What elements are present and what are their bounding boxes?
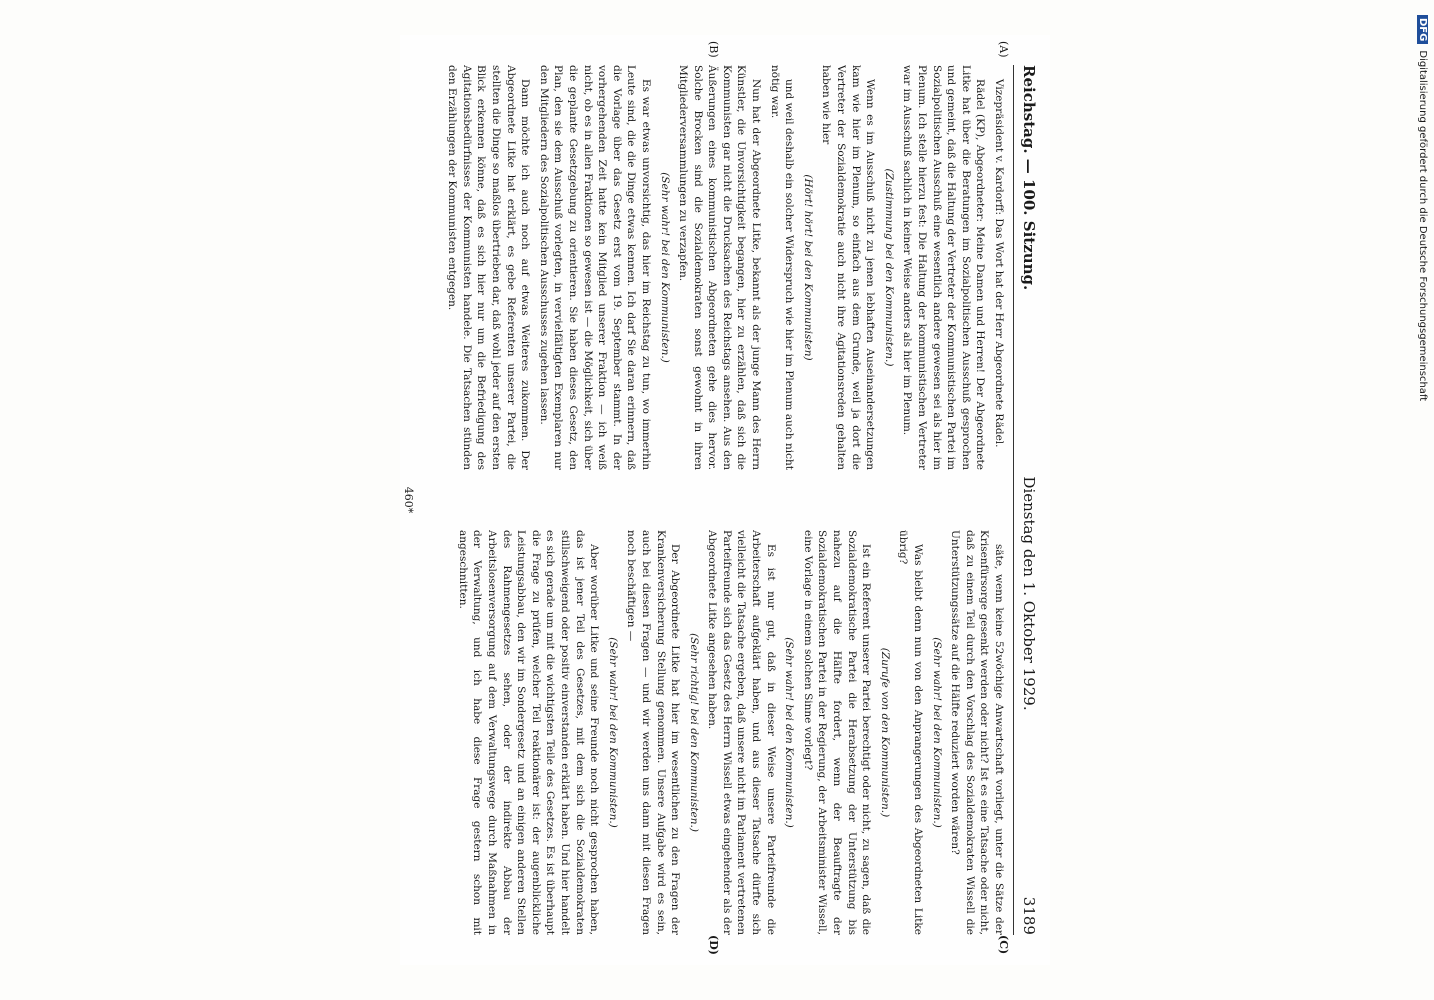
header-session: Reichstag. — 100. Sitzung. [1020, 65, 1038, 291]
paragraph: Es war etwas unvorsichtig, das hier im Reichstag zu tun, wo immerhin Leute sind, die die Dinge etwas kennen. Ich darf Sie daran erinnern, daß die Vorlage über das Gesetz erst vom 19. September stammt. In der vorhergehenden Zeit hatte kein Mitglied unserer Fraktion — ich weiß nicht, ob es in allen Fraktionen so gewesen ist — die Möglichkeit, sich über die geplante Gesetzgebung zu orientieren. Sie haben dieses Gesetz, den Plan, den sie dem Ausschuß vorlegten, in vervielfältigten Exemplaren nur den Mitgliedern des Sozialpolitischen Ausschusses zugehen lassen. [537, 65, 652, 470]
paragraph: Der Abgeordnete Litke hat hier im wesentlichen zu den Fragen der Krankenversicherung Stellung genommen. Unsere Aufgabe wird es sein, auch bei diesen Fragen — und wir werden uns dann mit diesen Fragen noch beschäftigen — [625, 530, 682, 935]
credit-text: Digitalisierung gefördert durch die Deutsche Forschungsgemeinschaft [1417, 50, 1428, 402]
paragraph: Es ist nur gut, daß in dieser Weise unsere Parteifreunde die Arbeiterschaft aufgeklärt haben, und aus dieser Tatsache dürfte sich vielleicht die Tatsache ergeben, daß unsere nicht im Parlament vertretenen Parteifreunde sich das Gesetz des Herrn Wissell etwas eingehender als der Abgeordnete Litke angesehen haben. [706, 530, 777, 935]
digitization-credit [1414, 15, 1428, 805]
interjection: (Sehr richtig! bei den Kommunisten.) [687, 633, 700, 832]
interjection: (Zurufe von den Kommunisten.) [878, 647, 891, 818]
header-date: Dienstag den 1. Oktober 1929. [1020, 476, 1038, 711]
margin-mark-d: (D) [707, 935, 720, 955]
paragraph: Was bleibt denn nun von den Anprangerungen des Abgeordneten Litke übrig? [897, 530, 925, 935]
paragraph: und weil deshalb ein solcher Widerspruch wie hier im Plenum auch nicht nötig war. [768, 65, 796, 470]
interjection: (Sehr wahr! bei den Kommunisten.) [930, 637, 943, 828]
paragraph: Aber worüber Litke und seine Freunde noch nicht gesprochen haben, das ist jener Teil des Gesetzes, mit dem sich die Sozialdemokraten stillschweigend oder positiv einverstanden erklärt haben. Und hier handelt es sich gerade um mit die wichtigsten Teile des Gesetzes. Es ist überhaupt die Frage zu prüfen, welcher Teil reaktionärer ist: der augenblickliche Leistungsabbau, den wir im Sondergesetz und an einigen anderen Stellen des Rahmengesetzes sehen, oder der indirekte Abbau der Arbeitslosenversorgung auf dem Verwaltungswege durch Maßnahmen in der Verwaltung, und ich habe diese Frage gestern schon mit angeschnitten. [456, 530, 601, 935]
header-page-number: 3189 [1020, 896, 1038, 935]
text-column-left [418, 65, 1006, 470]
rotated-document-page [400, 35, 1050, 965]
margin-mark-c: (C) [997, 935, 1010, 955]
paragraph: Wenn es im Ausschuß nicht zu jenen lebhaften Auseinandersetzungen kam wie hier im Plenum, so einfach aus dem Grunde, weil ja dort die Vertreter der Sozialdemokratie auch nicht ihre Agitationsreden gehalten haben wie hier [820, 65, 877, 470]
interjection: (Sehr wahr! bei den Kommunisten.) [606, 637, 619, 828]
paragraph: Nun hat der Abgeordnete Litke, bekannt als der junge Mann des Herrn Künstler, die Unvorsichtigkeit begangen, hier zu erzählen, daß sich die Kommunisten gar nicht die Drucksachen des Reichstags ansehen. Aus den Äußerungen eines kommunistischen Abgeordneten gehe dies hervor. Solche Brocken sind die Sozialdemokraten sonst gewohnt in ihren Mitgliederversammlungen zu verzapfen. [677, 65, 763, 470]
interjection: (Hört! hört! bei den Kommunisten) [801, 174, 814, 361]
page-header [1013, 65, 1044, 935]
sheet-signature: 460* [402, 486, 415, 514]
paragraph: Rädel (KP), Abgeordneter: Meine Damen und Herren! Der Abgeordnete Litke hat über die Beratungen im Sozialpolitischen Ausschuß gesprochen und gemeint, daß die Haltung der Vertreter der Kommunistischen Partei im Sozialpolitischen Ausschuß eine wesentlich andere gewesen sei als hier im Plenum. Ich stelle hierzu fest: Die Haltung der kommunistischen Vertreter war im Ausschuß sachlich in keiner Weise anders als hier im Plenum. [901, 65, 987, 470]
interjection: (Sehr wahr! bei den Kommunisten.) [658, 172, 671, 363]
interjection: (Sehr wahr! bei den Kommunisten.) [783, 637, 796, 828]
interjection: (Zustimmung bei den Kommunisten.) [882, 168, 895, 367]
paragraph: säte, wenn keine 52wöchige Anwartschaft vorliegt, unter die Sätze der Krisenfürsorge gesenkt werden oder nicht? Ist es eine Tatsache oder nicht, daß zu einem Teil durch den Vorschlag des Sozialdemokraten Wissell die Unterstützungssätze auf die Hälfte reduziert worden wären? [949, 530, 1005, 935]
margin-mark-b: (B) [707, 41, 720, 58]
paragraph: Ist ein Referent unserer Partei berechtigt oder nicht, zu sagen, daß die Sozialdemokratische Partei die Herabsetzung der Unterstützung bis nahezu auf die Hälfte fordert, wenn der Beauftragte der Sozialdemokratischen Partei in der Regierung, der Arbeitsminister Wissell, eine Vorlage in einem solchen Sinne vorlegt? [801, 530, 873, 935]
margin-mark-a: (A) [997, 41, 1010, 58]
text-column-right [418, 530, 1006, 935]
dfg-logo: DFG [1417, 15, 1428, 44]
paragraph: Vizepräsident v. Kardorff: Das Wort hat der Herr Abgeordnete Rädel. [993, 79, 1005, 448]
paragraph: Dann möchte ich auch noch auf etwas Weiteres zukommen. Der Abgeordnete Litke hat erklärt, es gebe Referenten unserer Partei, die stellten die Dinge so maßlos übertrieben dar, daß wohl jeder auf den ersten Blick erkennen könne, daß es sich hier nur um die Befriedigung des Agitationsbedürfnisses der Kommunisten handele. Die Tatsachen stünden den Erzählungen der Kommunisten entgegen. [446, 65, 532, 470]
